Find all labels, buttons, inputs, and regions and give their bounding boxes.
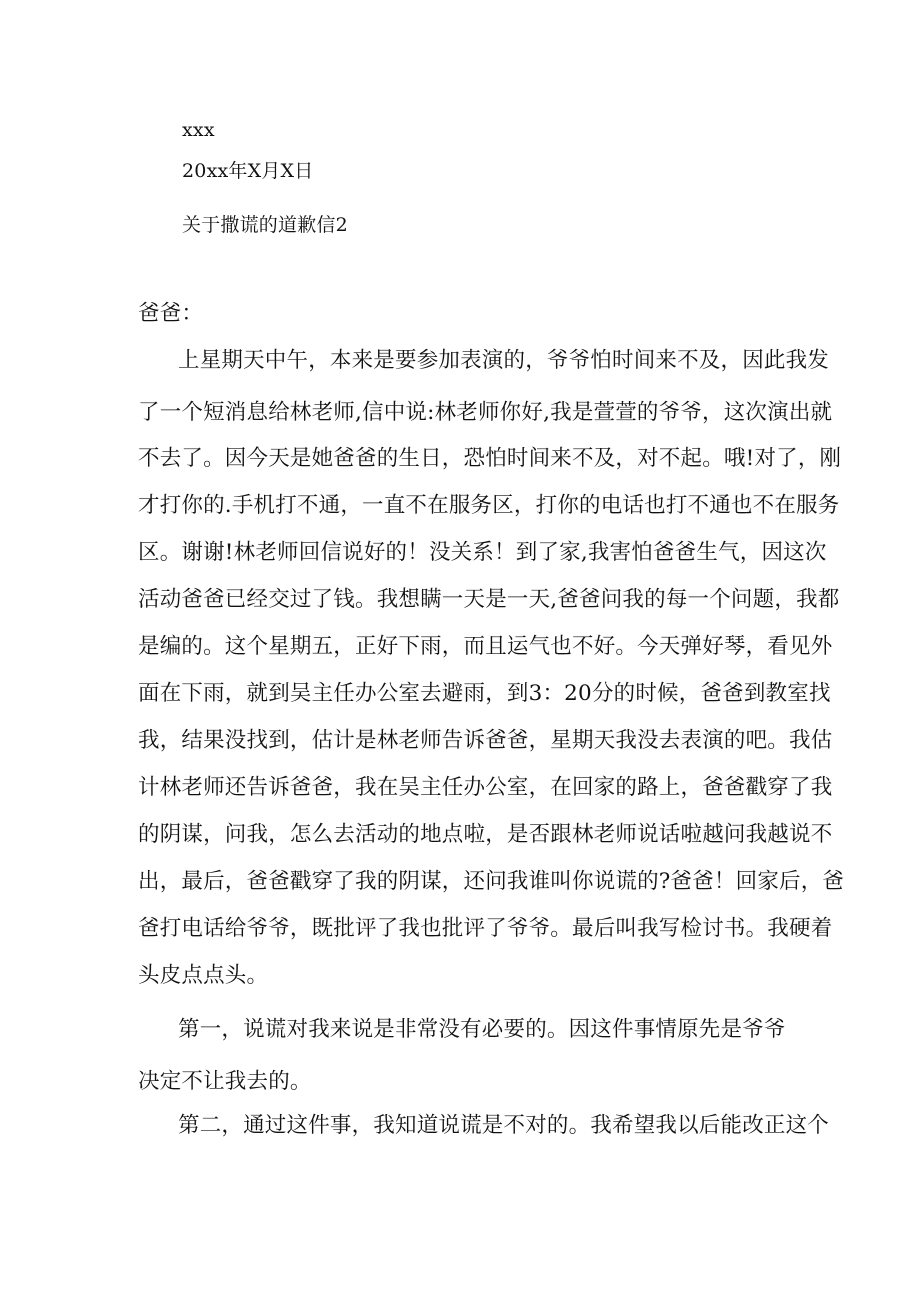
paragraph-line: 是编的。这个星期五，正好下雨，而且运气也不好。今天弹好琴，看见外 (138, 634, 833, 659)
paragraph-line: 的阴谋，问我，怎么去活动的地点啦，是否跟林老师说话啦越问我越说不 (138, 822, 833, 847)
paragraph-line: 活动爸爸已经交过了钱。我想瞒一天是一天,爸爸问我的每一个问题，我都 (138, 587, 840, 612)
paragraph-line: 区。谢谢!林老师回信说好的！没关系！到了家,我害怕爸爸生气，因这次 (138, 540, 827, 565)
paragraph-line: 我，结果没找到，估计是林老师告诉爸爸，星期天我没去表演的吧。我估 (138, 728, 833, 753)
paragraph-line: 第二，通过这件事，我知道说谎是不对的。我希望我以后能改正这个 (178, 1113, 830, 1138)
paragraph-line: 第一，说谎对我来说是非常没有必要的。因这件事情原先是爷爷 (178, 1017, 786, 1042)
letter-title: 关于撒谎的道歉信2 (182, 214, 348, 236)
letter-date: 20xx年X月X日 (182, 160, 314, 182)
paragraph-line: 爸打电话给爷爷，既批评了我也批评了爷爷。最后叫我写检讨书。我硬着 (138, 916, 833, 941)
paragraph-line: 面在下雨，就到吴主任办公室去避雨，到3：20分的时候，爸爸到教室找 (138, 681, 831, 706)
author-name: xxx (182, 119, 215, 141)
paragraph-line: 才打你的.手机打不通，一直不在服务区，打你的电话也打不通也不在服务 (138, 493, 840, 518)
paragraph-line: 了一个短消息给林老师,信中说:林老师你好,我是萱萱的爷爷，这次演出就 (138, 400, 833, 425)
paragraph-line: 计林老师还告诉爸爸，我在吴主任办公室，在回家的路上，爸爸戳穿了我 (138, 775, 833, 800)
salutation: 爸爸： (138, 301, 204, 326)
paragraph-line: 上星期天中午，本来是要参加表演的，爷爷怕时间来不及，因此我发 (178, 348, 830, 373)
paragraph-line: 出，最后，爸爸戳穿了我的阴谋，还问我谁叫你说谎的?爸爸！回家后，爸 (138, 869, 845, 894)
paragraph-line: 决定不让我去的。 (138, 1069, 312, 1094)
paragraph-line: 头皮点点头。 (138, 963, 269, 988)
paragraph-line: 不去了。因今天是她爸爸的生日，恐怕时间来不及，对不起。哦!对了，刚 (138, 446, 842, 471)
